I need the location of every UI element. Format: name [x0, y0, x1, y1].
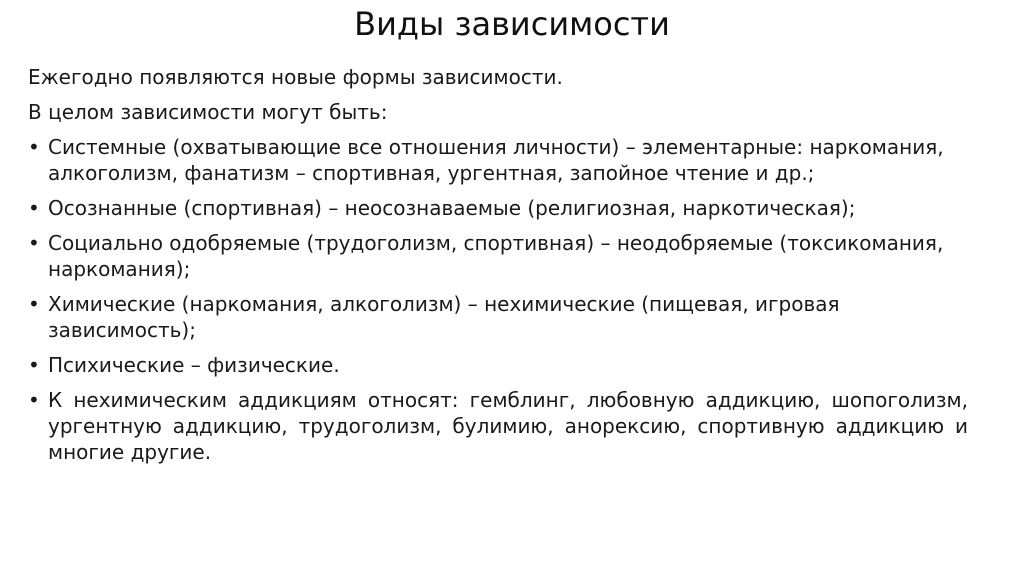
bullet-text: К нехимическим аддикциям относят: гемблинг, любовную аддикцию, шопоголизм, ургентную аддикцию, трудоголизм, булимию, анорексию, спортивную аддикцию и многие другие. — [48, 388, 968, 464]
bullet-text: Осознанные (спортивная) – неосознаваемые (религиозная, наркотическая); — [48, 196, 856, 220]
bullet-dot-icon: • — [28, 292, 40, 316]
intro-paragraph: Ежегодно появляются новые формы зависимости. — [28, 65, 563, 89]
bullet-item-social — [28, 230, 968, 282]
bullet-dot-icon: • — [28, 353, 40, 377]
bullet-item-mental — [28, 352, 968, 378]
bullet-item-nonchemical — [28, 387, 968, 465]
slide-content — [28, 64, 968, 474]
bullet-dot-icon: • — [28, 196, 40, 220]
bullet-item-systemic — [28, 134, 968, 186]
slide-title: Виды зависимости — [354, 5, 670, 43]
lead-paragraph: В целом зависимости могут быть: — [28, 100, 388, 124]
bullet-dot-icon: • — [28, 231, 40, 255]
bullet-item-conscious — [28, 195, 968, 221]
bullet-text: Психические – физические. — [48, 353, 340, 377]
bullet-item-chemical — [28, 291, 968, 343]
bullet-text: Химические (наркомания, алкоголизм) – нехимические (пищевая, игровая зависимость); — [48, 292, 840, 342]
bullet-list — [28, 134, 968, 465]
bullet-text: Социально одобряемые (трудоголизм, спортивная) – неодобряемые (токсикомания, наркомания); — [48, 231, 944, 281]
bullet-text: Системные (охватывающие все отношения личности) – элементарные: наркомания, алкоголизм, фанатизм – спортивная, ургентная, запойное чтение и др.; — [48, 135, 944, 185]
bullet-dot-icon: • — [28, 135, 40, 159]
bullet-dot-icon: • — [28, 388, 40, 412]
